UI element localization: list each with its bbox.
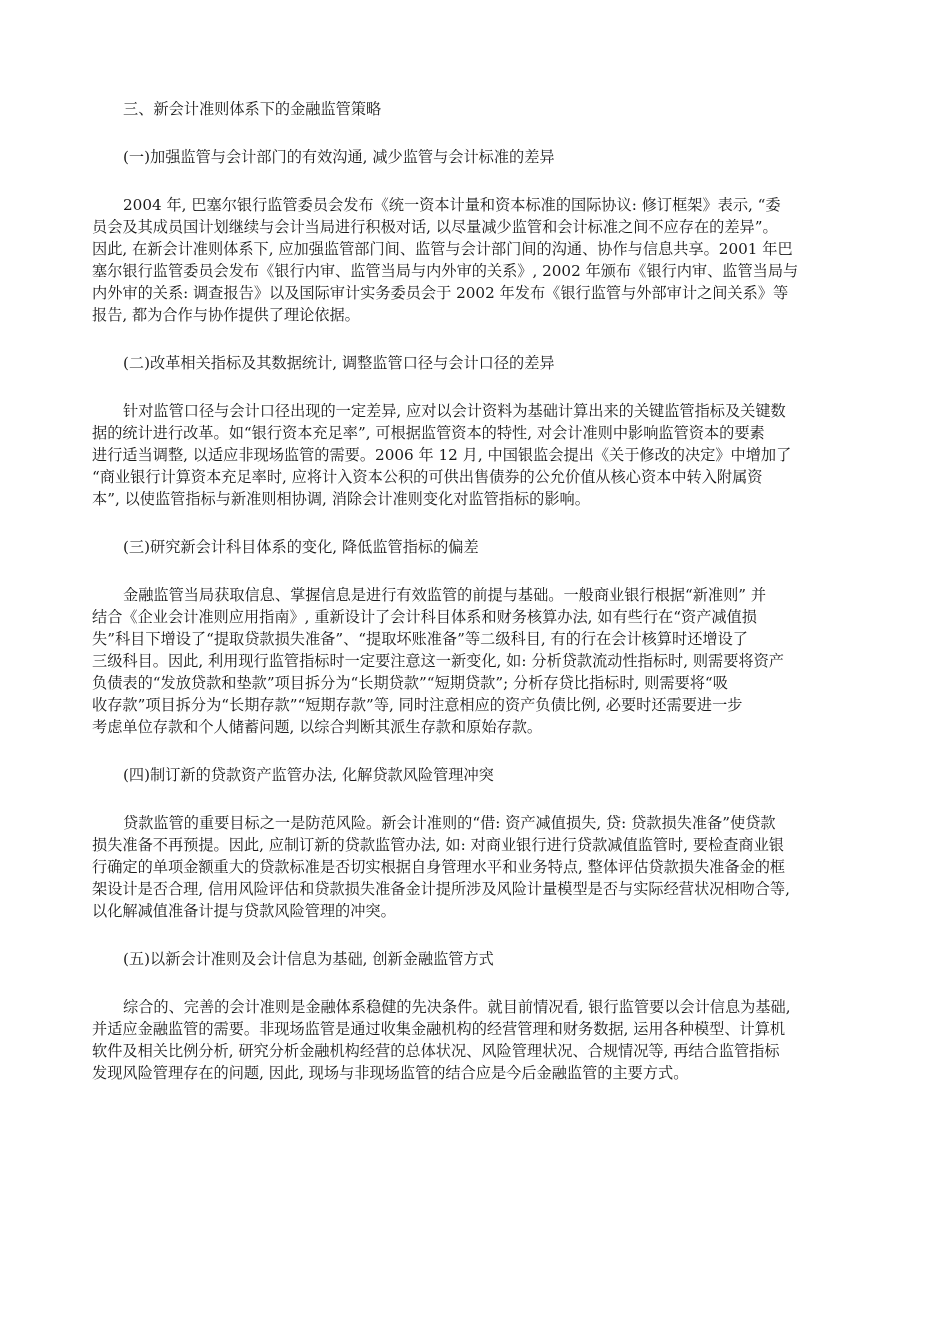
paragraph-line: 负债表的“发放贷款和垫款”项目拆分为“长期贷款”“短期贷款”; 分析存贷比指标时, 则需要将“吸 [92,674,728,692]
heading-line: (二)改革相关指标及其数据统计, 调整监管口径与会计口径的差异 [123,354,555,372]
paragraph-line: 并适应金融监管的需要。非现场监管是通过收集金融机构的经营管理和财务数据, 运用各种模型、计算机 [92,1020,786,1038]
section-heading [92,98,862,120]
paragraph [92,194,862,326]
paragraph-line: 金融监管当局获取信息、掌握信息是进行有效监管的前提与基础。一般商业银行根据“新准则” 并 [123,586,767,604]
paragraph-line: 软件及相关比例分析, 研究分析金融机构经营的总体状况、风险管理状况、合规情况等, 再结合监管指标 [92,1042,780,1060]
subsection-heading [92,146,862,168]
paragraph-line: 据的统计进行改革。如“银行资本充足率”, 可根据监管资本的特性, 对会计准则中影响监管资本的要素 [92,424,765,442]
paragraph-line: 进行适当调整, 以适应非现场监管的需要。2006 年 12 月, 中国银监会提出《关于修改的决定》中增加了 [92,446,792,464]
paragraph-line: 发现风险管理存在的问题, 因此, 现场与非现场监管的结合应是今后金融监管的主要方式。 [92,1064,689,1082]
heading-line: (五)以新会计准则及会计信息为基础, 创新金融监管方式 [123,950,494,968]
heading-line: (三)研究新会计科目体系的变化, 降低监管指标的偏差 [123,538,479,556]
paragraph [92,584,862,738]
paragraph-line: 针对监管口径与会计口径出现的一定差异, 应对以会计资料为基础计算出来的关键监管指标及关键数 [123,402,786,420]
paragraph-line: 失”科目下增设了“提取贷款损失准备”、“提取坏账准备”等二级科目, 有的行在会计核算时还增设了 [92,630,748,648]
paragraph-line: 综合的、完善的会计准则是金融体系稳健的先决条件。就目前情况看, 银行监管要以会计信息为基础, [123,998,791,1016]
paragraph [92,400,862,510]
subsection-heading [92,948,862,970]
paragraph-line: 架设计是否合理, 信用风险评估和贷款损失准备金计提所涉及风险计量模型是否与实际经营状况相吻合等, [92,880,790,898]
heading-line: (四)制订新的贷款资产监管办法, 化解贷款风险管理冲突 [123,766,494,784]
paragraph [92,996,862,1084]
paragraph-line: 内外审的关系: 调查报告》以及国际审计实务委员会于 2002 年发布《银行监管与外部审计之间关系》等 [92,284,789,302]
paragraph-line: 本”, 以使监管指标与新准则相协调, 消除会计准则变化对监管指标的影响。 [92,490,590,508]
paragraph-line: 因此, 在新会计准则体系下, 应加强监管部门间、监管与会计部门间的沟通、协作与信息共享。2001 年巴 [92,240,793,258]
paragraph-line: “商业银行计算资本充足率时, 应将计入资本公积的可供出售债券的公允价值从核心资本中转入附属资 [92,468,763,486]
paragraph-line: 贷款监管的重要目标之一是防范风险。新会计准则的“借: 资产减值损失, 贷: 贷款损失准备”使贷款 [123,814,776,832]
subsection-heading [92,764,862,786]
paragraph-line: 塞尔银行监管委员会发布《银行内审、监管当局与内外审的关系》, 2002 年颁布《银行内审、监管当局与 [92,262,799,280]
paragraph-line: 以化解减值准备计提与贷款风险管理的冲突。 [92,902,396,920]
subsection-heading [92,536,862,558]
paragraph-line: 员会及其成员国计划继续与会计当局进行积极对话, 以尽量减少监管和会计标准之间不应存在的差异”。 [92,218,778,236]
paragraph [92,812,862,922]
paragraph-line: 行确定的单项金额重大的贷款标准是否切实根据自身管理水平和业务特点, 整体评估贷款损失准备金的框 [92,858,786,876]
document-body [92,98,862,1110]
paragraph-line: 考虑单位存款和个人储蓄问题, 以综合判断其派生存款和原始存款。 [92,718,543,736]
paragraph-line: 收存款”项目拆分为“长期存款”“短期存款”等, 同时注意相应的资产负债比例, 必要时还需要进一步 [92,696,743,714]
paragraph-line: 2004 年, 巴塞尔银行监管委员会发布《统一资本计量和资本标准的国际协议: 修订框架》表示, “委 [123,196,781,214]
paragraph-line: 报告, 都为合作与协作提供了理论依据。 [92,306,360,324]
paragraph-line: 结合《企业会计准则应用指南》, 重新设计了会计科目体系和财务核算办法, 如有些行在“资产减值损 [92,608,757,626]
heading-line: 三、新会计准则体系下的金融监管策略 [123,100,382,118]
paragraph-line: 三级科目。因此, 利用现行监管指标时一定要注意这一新变化, 如: 分析贷款流动性指标时, 则需要将资产 [92,652,784,670]
subsection-heading [92,352,862,374]
heading-line: (一)加强监管与会计部门的有效沟通, 减少监管与会计标准的差异 [123,148,555,166]
paragraph-line: 损失准备不再预提。因此, 应制订新的贷款监管办法, 如: 对商业银行进行贷款减值监管时, 要检查商业银 [92,836,784,854]
